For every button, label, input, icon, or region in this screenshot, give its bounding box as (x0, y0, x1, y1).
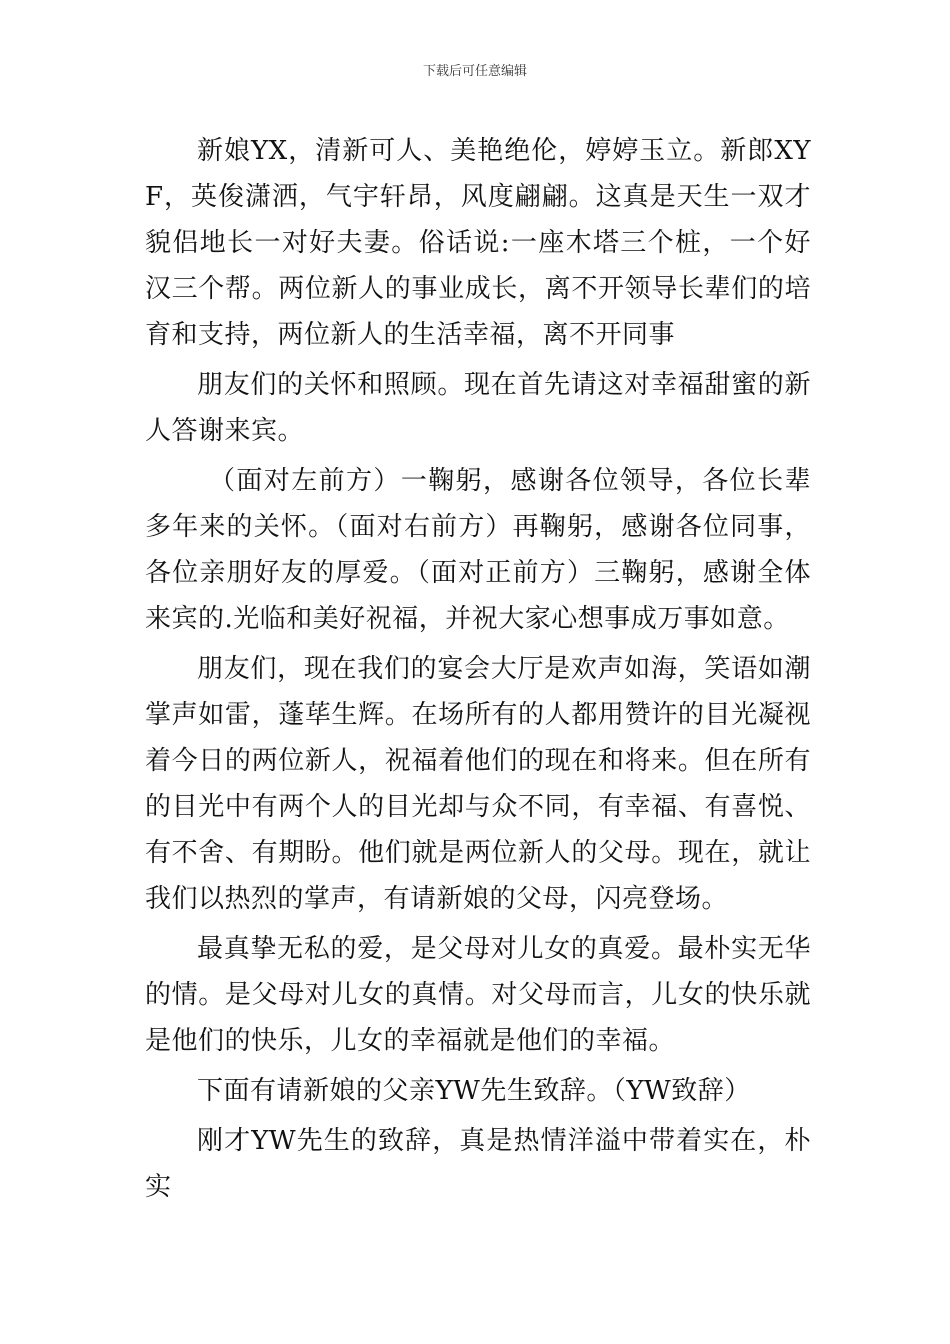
document-body (145, 128, 811, 1214)
paragraph-3: （面对左前方）一鞠躬，感谢各位领导，各位长辈多年来的关怀。（面对右前方）再鞠躬，感谢各位同事，各位亲朋好友的厚爱。（面对正前方）三鞠躬，感谢全体来宾的.光临和美好祝福，并祝大家心想事成万事如意。 (145, 466, 811, 634)
paragraph-2: 朋友们的关怀和照顾。现在首先请这对幸福甜蜜的新人答谢来宾。 (145, 370, 811, 446)
paragraph-1: 新娘YX，清新可人、美艳绝伦，婷婷玉立。新郎XYF，英俊潇洒，气宇轩昂，风度翩翩。这真是天生一双才貌侣地长一对好夫妻。俗话说:一座木塔三个桩，一个好汉三个帮。两位新人的事业成长，离不开领导长辈们的培育和支持，两位新人的生活幸福，离不开同事 (145, 136, 811, 350)
paragraph-5: 最真挚无私的爱，是父母对儿女的真爱。最朴实无华的情。是父母对儿女的真情。对父母而言，儿女的快乐就是他们的快乐，儿女的幸福就是他们的幸福。 (145, 934, 811, 1056)
page-header-note: 下载后可任意编辑 (422, 64, 527, 79)
paragraph-6: 下面有请新娘的父亲YW先生致辞。（YW致辞） (197, 1076, 751, 1106)
paragraph-7: 刚才YW先生的致辞，真是热情洋溢中带着实在，朴实 (145, 1126, 811, 1202)
paragraph-4: 朋友们，现在我们的宴会大厅是欢声如海，笑语如潮掌声如雷，蓬荜生辉。在场所有的人都用赞许的目光凝视着今日的两位新人，祝福着他们的现在和将来。但在所有的目光中有两个人的目光却与众不同，有幸福、有喜悦、有不舍、有期盼。他们就是两位新人的父母。现在，就让我们以热烈的掌声，有请新娘的父母，闪亮登场。 (145, 654, 811, 914)
